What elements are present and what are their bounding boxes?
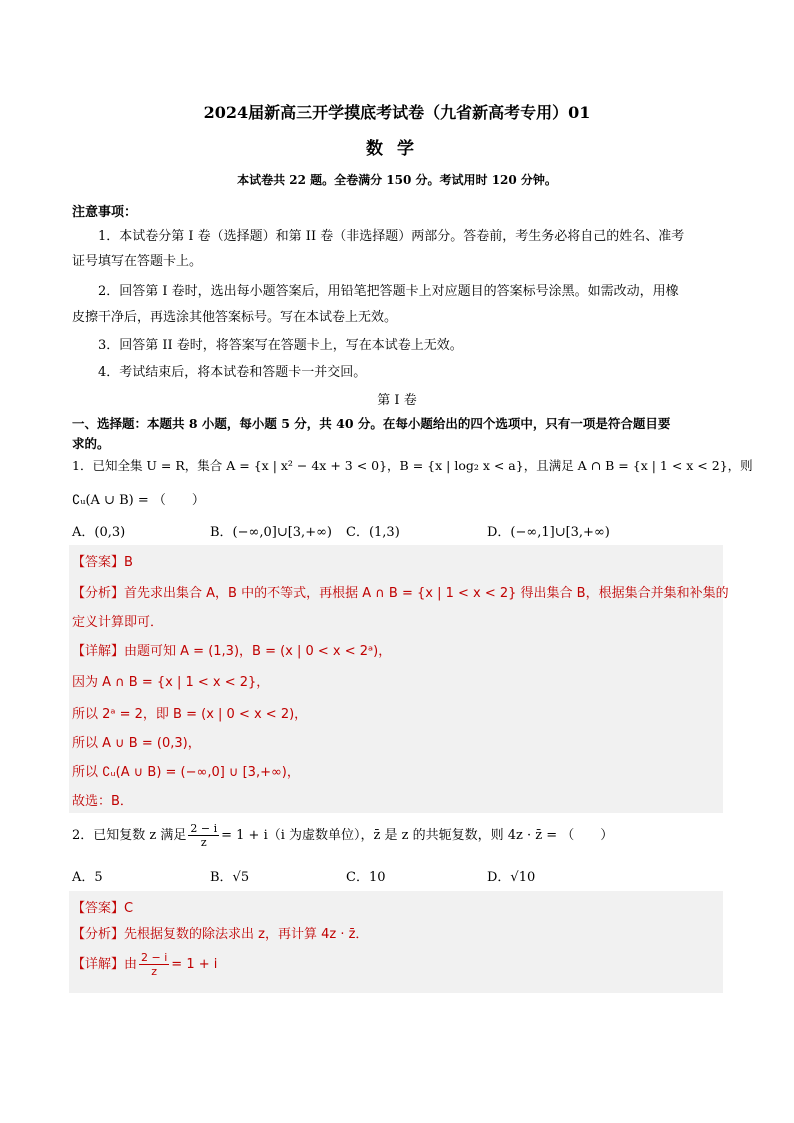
q1-detail-line-4: 所以 A ∪ B = (0,3)， <box>72 736 201 751</box>
q2-solution-box <box>69 891 723 993</box>
notice-item-1-cont: 证号填写在答题卡上。 <box>72 254 203 269</box>
q2-analysis-tag: 【分析】 <box>72 927 125 942</box>
q1-detail-line-6: 故选：B． <box>72 794 133 809</box>
q1-detail-line-1 <box>72 640 391 659</box>
q1-stem: 1．已知全集 U = R，集合 A = {x | x² − 4x + 3 < 0}，B = {x | log₂ x < a}，且满足 A ∩ B = {x | 1 < x < 2}，则 <box>72 458 753 473</box>
q2-stem-pre: 2．已知复数 z 满足 <box>72 828 187 843</box>
notice-item-2-cont: 皮擦干净后，再选涂其他答案标号。写在本试卷上无效。 <box>72 310 398 325</box>
q2-answer-tag: 【答案】 <box>72 901 125 916</box>
q1-analysis-tag: 【分析】 <box>72 586 125 601</box>
q2-answer: C <box>124 901 134 916</box>
notice-item-1: 1．本试卷分第 I 卷（选择题）和第 II 卷（非选择题）两部分。答卷前，考生务必将自己的姓名、准考 <box>98 229 685 244</box>
notice-item-3: 3．回答第 II 卷时，将答案写在答题卡上，写在本试卷上无效。 <box>98 338 463 353</box>
section-instruction-cont: 求的。 <box>72 436 110 451</box>
q1-option-b: B．(−∞,0]∪[3,+∞) <box>210 525 332 540</box>
section-instruction: 一、选择题：本题共 8 小题，每小题 5 分，共 40 分。在每小题给出的四个选项中，只有一项是符合题目要 <box>72 416 671 431</box>
q2-detail-frac-num: 2 − i <box>141 951 168 964</box>
q1-analysis-line <box>72 582 729 601</box>
exam-title: 2024届新高三开学摸底考试卷（九省新高考专用）01 <box>203 103 591 122</box>
q1-answer-line <box>72 551 133 570</box>
section-label: 第 I 卷 <box>377 393 417 408</box>
q1-answer-tag: 【答案】 <box>72 555 125 570</box>
q2-option-b: B．√5 <box>210 870 250 885</box>
q1-option-a: A．(0,3) <box>72 525 126 540</box>
q1-detail-line-2: 因为 A ∩ B = {x | 1 < x < 2}， <box>72 675 270 690</box>
q2-frac-num: 2 − i <box>190 822 218 835</box>
q2-fraction <box>188 822 219 849</box>
q2-stem-post: = 1 + i（i 为虚数单位），z̄ 是 z 的共轭复数，则 4z · z̄ = （ ） <box>221 828 614 843</box>
q2-detail-tag: 【详解】 <box>72 957 125 972</box>
q1-option-d: D．(−∞,1]∪[3,+∞) <box>487 525 610 540</box>
q1-detail-line-3: 所以 2ᵃ = 2，即 B = (x | 0 < x < 2)， <box>72 707 308 722</box>
q2-detail-frac-den: z <box>151 965 158 978</box>
q2-option-a: A．5 <box>72 870 103 885</box>
q2-option-d: D．√10 <box>487 870 536 885</box>
q1-analysis: 首先求出集合 A，B 中的不等式，再根据 A ∩ B = {x | 1 < x < 2} 得出集合 B，根据集合并集和补集的 <box>124 586 729 601</box>
q2-detail-line <box>72 951 217 978</box>
q1-analysis-cont: 定义计算即可． <box>72 615 164 630</box>
q2-detail-fraction <box>139 951 169 978</box>
q2-analysis: 先根据复数的除法求出 z，再计算 4z · z̄． <box>124 927 369 942</box>
q2-stem <box>72 822 613 849</box>
q2-detail-post: = 1 + i <box>171 957 218 972</box>
subject-title: 数学 <box>366 139 428 159</box>
q2-option-c: C．10 <box>346 870 386 885</box>
q1-detail-text-1: 由题可知 A = (1,3)，B = (x | 0 < x < 2ᵃ)， <box>124 644 392 659</box>
q2-detail-pre: 由 <box>124 957 138 972</box>
q2-answer-line <box>72 897 133 916</box>
notice-item-4: 4．考试结束后，将本试卷和答题卡一并交回。 <box>98 365 367 380</box>
notice-heading: 注意事项： <box>72 205 138 220</box>
notice-item-2: 2．回答第 I 卷时，选出每小题答案后，用铅笔把答题卡上对应题目的答案标号涂黑。如需改动，用橡 <box>98 284 679 299</box>
q1-answer: B <box>124 555 133 570</box>
q2-analysis-line <box>72 923 368 942</box>
q1-detail-tag: 【详解】 <box>72 644 125 659</box>
q1-option-c: C．(1,3) <box>346 525 400 540</box>
exam-meta: 本试卷共 22 题。全卷满分 150 分。考试用时 120 分钟。 <box>237 173 557 187</box>
q1-solution-box <box>69 545 729 813</box>
q2-frac-den: z <box>200 836 207 849</box>
q1-stem-cont: ∁ᵤ(A ∪ B) = （ ） <box>72 493 205 508</box>
q1-detail-line-5: 所以 ∁ᵤ(A ∪ B) = (−∞,0] ∪ [3,+∞)， <box>72 765 300 780</box>
